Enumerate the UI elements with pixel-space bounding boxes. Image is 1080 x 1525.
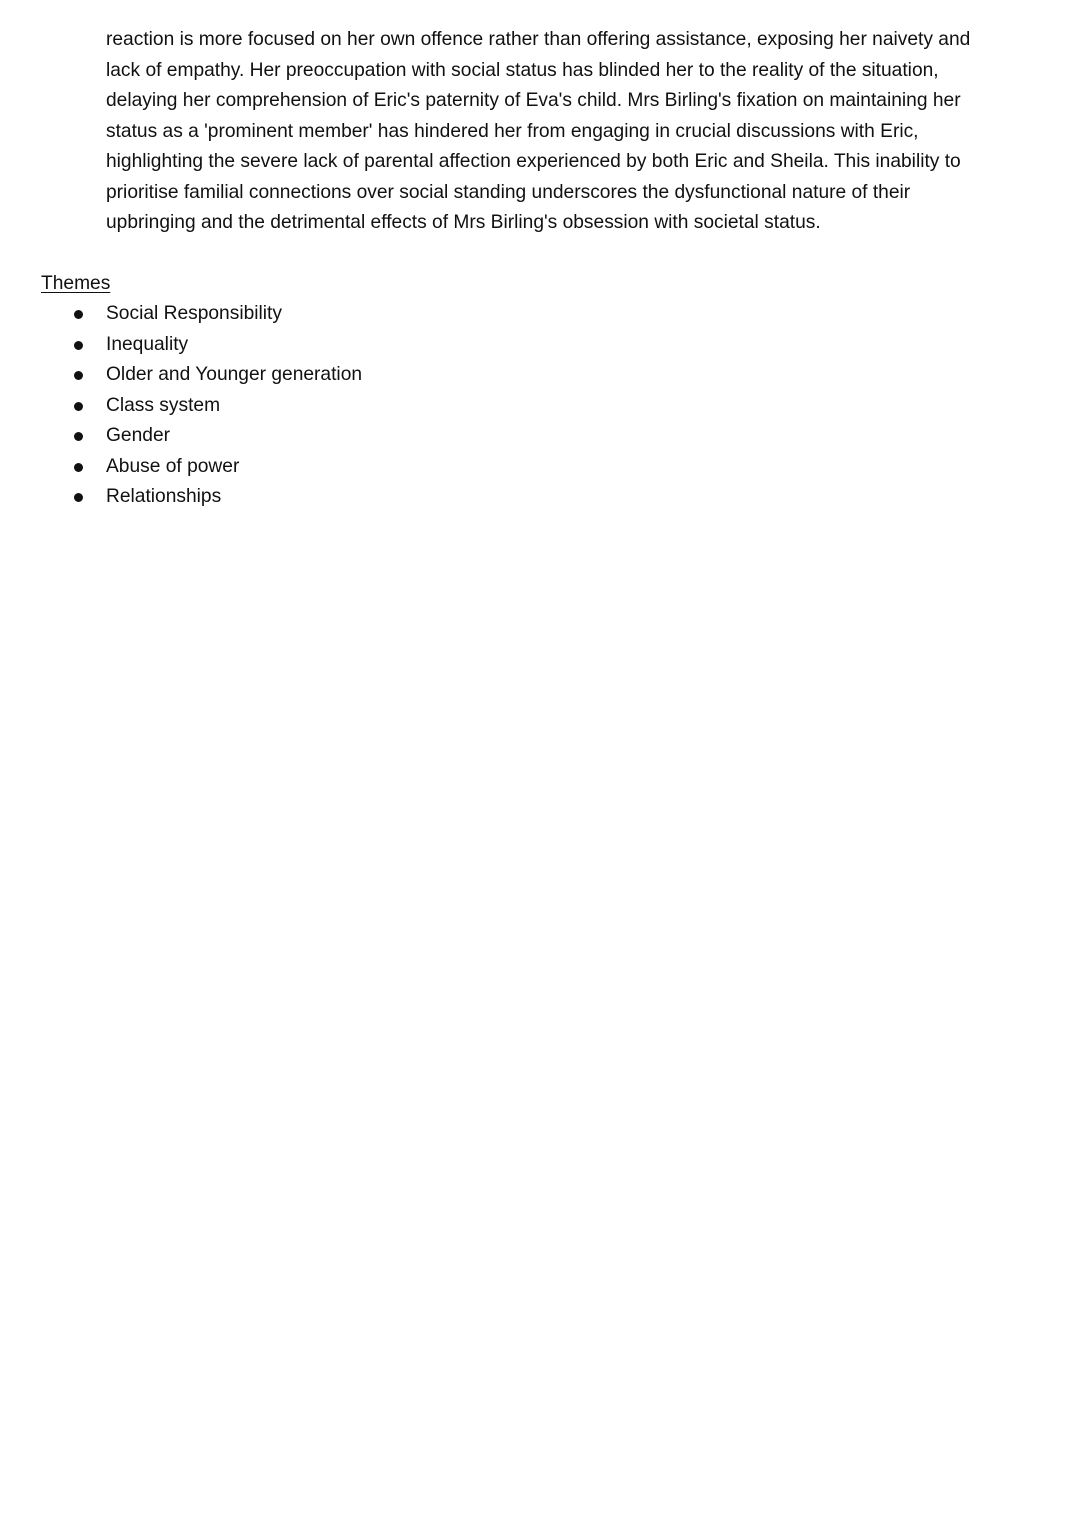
theme-label: Gender [106, 425, 170, 446]
bullet-icon [74, 402, 83, 411]
bullet-icon [74, 493, 83, 502]
bullet-icon [74, 341, 83, 350]
theme-label: Social Responsibility [106, 303, 282, 324]
bullet-icon [74, 310, 83, 319]
paragraph-line: prioritise familial connections over social standing underscores the dysfunctional nature of their [106, 181, 911, 203]
paragraph-line: status as a 'prominent member' has hindered her from engaging in crucial discussions with Eric, [106, 120, 919, 142]
bullet-icon [74, 371, 83, 380]
paragraph-line: upbringing and the detrimental effects of Mrs Birling's obsession with societal status. [106, 212, 821, 233]
paragraph-line: reaction is more focused on her own offence rather than offering assistance, exposing her naivety and [106, 29, 971, 50]
theme-label: Class system [106, 394, 221, 416]
paragraph-line: delaying her comprehension of Eric's paternity of Eva's child. Mrs Birling's fixation on maintaining her [106, 90, 961, 111]
theme-label: Relationships [106, 486, 222, 507]
theme-label: Abuse of power [106, 455, 240, 477]
themes-heading: Themes [41, 273, 111, 294]
theme-label: Inequality [106, 333, 189, 355]
paragraph-line: highlighting the severe lack of parental affection experienced by both Eric and Sheila. This inability to [106, 151, 961, 172]
paragraph-line: lack of empathy. Her preoccupation with social status has blinded her to the reality of the situation, [106, 59, 939, 81]
theme-label: Older and Younger generation [106, 364, 363, 385]
bullet-icon [74, 432, 83, 441]
bullet-icon [74, 463, 83, 472]
analysis-paragraph [106, 25, 1016, 239]
